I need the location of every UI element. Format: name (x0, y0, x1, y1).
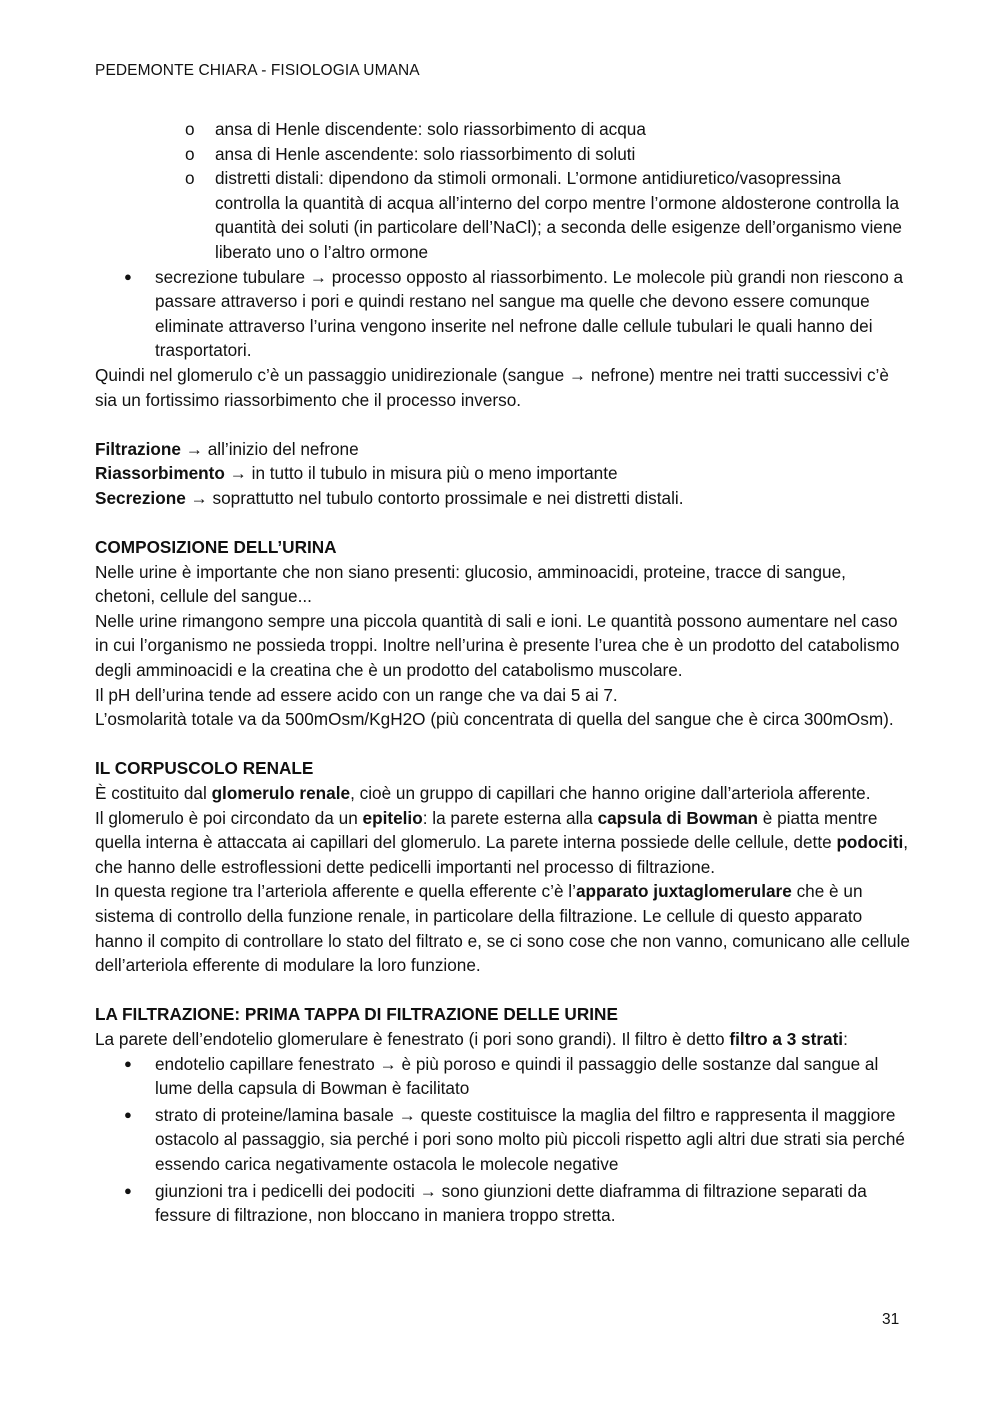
page-content (95, 117, 910, 1230)
page-number: 31 (882, 1311, 900, 1328)
paragraph: Il pH dell’urina tende ad essere acido con un range che va dai 5 ai 7. (95, 684, 618, 705)
paragraph: In questa regione tra l’arteriola afferente e quella efferente c’è l’apparato juxtaglomerulare che è un sistema di controllo della funzione renale, in particolare della filtrazione. Le cellule di questo apparato hanno il compito di controllare lo stato del filtrato e, se ci sono cose che non vanno, comunicano alle cellule dell’arteriola efferente di modulare la loro funzione. (95, 881, 910, 976)
list-item: ● secrezione tubulare → processo opposto al riassorbimento. Le molecole più grandi non riescono a passare attraverso i pori e quindi restano nel sangue ma quelle che devono essere comunque eliminate attraverso l’urina vengono inserite nel nefrone dalle cellule tubulari le quali hanno dei trasportatori. (124, 266, 904, 361)
list-item: ● giunzioni tra i pedicelli dei podociti → sono giunzioni dette diaframma di filtrazione separati da fessure di filtrazione, non bloccano in maniera troppo stretta. (124, 1180, 867, 1226)
paragraph: Nelle urine è importante che non siano presenti: glucosio, amminoacidi, proteine, tracce di sangue, chetoni, cellule del sangue... (95, 561, 846, 607)
section-heading: LA FILTRAZIONE: PRIMA TAPPA DI FILTRAZIONE DELLE URINE (95, 1004, 618, 1025)
hollow-circle-icon: o (185, 119, 195, 139)
list-item: o ansa di Henle ascendente: solo riassorbimento di soluti (95, 142, 910, 167)
section-heading: IL CORPUSCOLO RENALE (95, 758, 314, 779)
paragraph: È costituito dal glomerulo renale, cioè un gruppo di capillari che hanno origine dall’arteriola afferente. (95, 783, 871, 804)
bullet-icon: ● (124, 1182, 132, 1198)
hollow-circle-icon: o (185, 143, 195, 164)
list-item: o distretti distali: dipendono da stimoli ormonali. L’ormone antidiuretico/vasopressina controlla la quantità di acqua all’interno del corpo mentre l’ormone aldosterone controlla la quantità dei soluti (in particolare dell’NaCl); a seconda delle esigenze dell’organismo viene liberato uno o l’altro ormone (185, 168, 902, 262)
henle-sublist (95, 117, 910, 265)
glomerulo-paragraph: Quindi nel glomerulo c’è un passaggio unidirezionale (sangue → nefrone) mentre nei tratti successivi c’è sia un fortissimo riassorbimento che il processo inverso. (95, 364, 889, 410)
list-item: o ansa di Henle discendente: solo riassorbimento di acqua (95, 117, 910, 142)
secrezione-list (95, 265, 910, 363)
paragraph: L’osmolarità totale va da 500mOsm/KgH2O (più concentrata di quella del sangue che è circa 300mOsm). (95, 709, 894, 730)
filtro-list (95, 1052, 910, 1228)
list-item: ● endotelio capillare fenestrato → è più poroso e quindi il passaggio delle sostanze dal sangue al lume della capsula di Bowman è facilitato (124, 1053, 879, 1099)
paragraph: Il glomerulo è poi circondato da un epitelio: la parete esterna alla capsula di Bowman è piatta mentre quella interna è attaccata ai capillari del glomerulo. La parete interna possiede delle cellule, dette podociti, che hanno delle estroflessioni dette pedicelli importanti nel processo di filtrazione. (95, 807, 909, 877)
page-header: PEDEMONTE CHIARA - FISIOLOGIA UMANA (95, 62, 420, 79)
bullet-icon: ● (124, 268, 132, 284)
hollow-circle-icon: o (185, 168, 195, 189)
summary-filtrazione: Filtrazione → all’inizio del nefrone (95, 438, 359, 459)
summary-secrezione: Secrezione → soprattutto nel tubulo contorto prossimale e nei distretti distali. (95, 487, 684, 508)
paragraph: La parete dell’endotelio glomerulare è fenestrato (i pori sono grandi). Il filtro è detto filtro a 3 strati: (95, 1028, 848, 1049)
bullet-icon: ● (124, 1055, 132, 1071)
list-item: ● strato di proteine/lamina basale → queste costituisce la maglia del filtro e rappresenta il maggiore ostacolo al passaggio, sia perché i pori sono molto più piccoli rispetto agli altri due strati sia perché essendo carica negativamente ostacola le molecole negative (124, 1104, 905, 1174)
bullet-icon: ● (124, 1106, 132, 1122)
paragraph: Nelle urine rimangono sempre una piccola quantità di sali e ioni. Le quantità possono aumentare nel caso in cui l’organismo ne possieda troppi. Inoltre nell’urina è presente l’urea che è un prodotto del catabolismo degli amminoacidi e la creatina che è un prodotto del catabolismo muscolare. (95, 610, 900, 681)
section-heading: COMPOSIZIONE DELL’URINA (95, 537, 337, 558)
summary-riassorbimento: Riassorbimento → in tutto il tubulo in misura più o meno importante (95, 463, 618, 484)
